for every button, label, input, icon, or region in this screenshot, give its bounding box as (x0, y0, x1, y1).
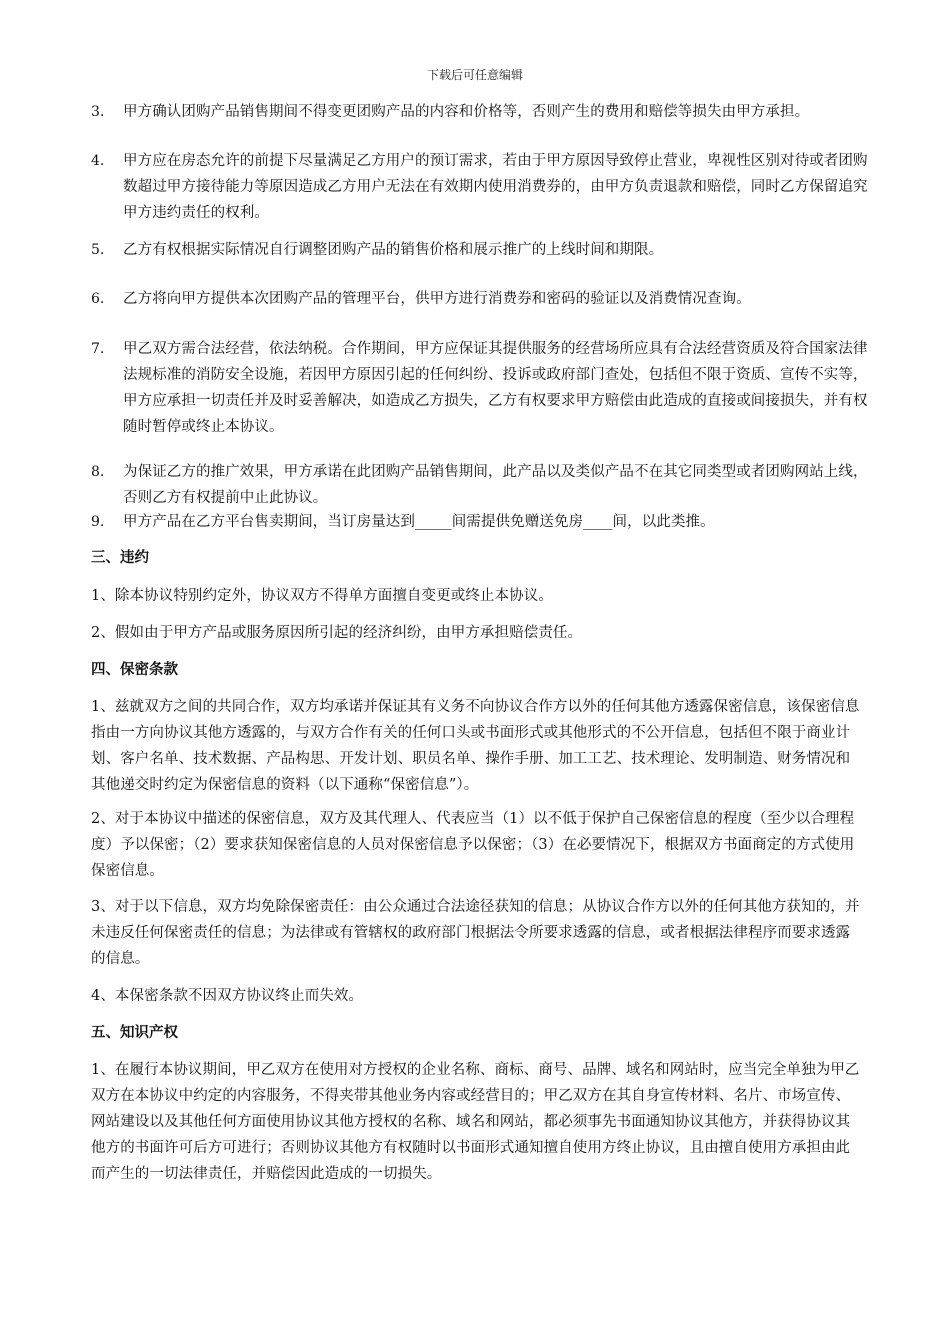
confidentiality-paragraph-2: 2、对于本协议中描述的保密信息，双方及其代理人、代表应当（1）以不低于保护自己保密信息的程度（至少以合理程度）予以保密；（2）要求获知保密信息的人员对保密信息予以保密；（3）在必要情况下，根据双方书面商定的方式使用保密信息。 (91, 811, 855, 879)
item-text: 为保证乙方的推广效果，甲方承诺在此团购产品销售期间，此产品以及类似产品不在其它同类型或者团购网站上线，否则乙方有权提前中止此协议。 (123, 464, 868, 506)
item-text: 乙方将向甲方提供本次团购产品的管理平台，供甲方进行消费券和密码的验证以及消费情况查询。 (123, 291, 751, 307)
item-text: 甲方产品在乙方平台售卖期间，当订房量达到_____间需提供免赠送免房____间，以此类推。 (123, 514, 715, 530)
item-text: 乙方有权根据实际情况自行调整团购产品的销售价格和展示推广的上线时间和期限。 (123, 242, 664, 258)
breach-paragraph-1: 1、除本协议特别约定外，协议双方不得单方面擅自变更或终止本协议。 (91, 588, 553, 604)
item-text: 甲方确认团购产品销售期间不得变更团购产品的内容和价格等，否则产生的费用和赔偿等损失由甲方承担。 (123, 104, 810, 120)
item-number: 9. (91, 514, 105, 530)
item-number: 4. (91, 153, 105, 169)
item-number: 7. (91, 341, 105, 357)
confidentiality-paragraph-1: 1、兹就双方之间的共同合作，双方均承诺并保证其有义务不向协议合作方以外的任何其他方透露保密信息，该保密信息指由一方向协议其他方透露的，与双方合作有关的任何口头或书面形式或其他形式的不公开信息，包括但不限于商业计划、客户名单、技术数据、产品构思、开发计划、职员名单、操作手册、加工工艺、技术理论、发明制造、财务情况和其他递交时约定为保密信息的资料（以下通称“保密信息”）。 (91, 699, 860, 793)
item-text: 甲方应在房态允许的前提下尽量满足乙方用户的预订需求，若由于甲方原因导致停止营业，卑视性区别对待或者团购数超过甲方接待能力等原因造成乙方用户无法在有效期内使用消费券的，由甲方负责退款和赔偿，同时乙方保留追究甲方违约责任的权利。 (123, 153, 868, 221)
item-number: 6. (91, 291, 105, 307)
section-heading-ip: 五、知识产权 (91, 1024, 178, 1041)
item-text: 甲乙双方需合法经营，依法纳税。合作期间，甲方应保证其提供服务的经营场所应具有合法经营资质及符合国家法律法规标准的消防安全设施，若因甲方原因引起的任何纠纷、投诉或政府部门查处，包括但不限于资质、宣传不实等，甲方应承担一切责任并及时妥善解决，如造成乙方损失，乙方有权要求甲方赔偿由此造成的直接或间接损失，并有权随时暂停或终止本协议。 (123, 341, 868, 435)
item-number: 8. (91, 464, 105, 480)
ip-paragraph-1: 1、在履行本协议期间，甲乙双方在使用对方授权的企业名称、商标、商号、品牌、域名和网站时，应当完全单独为甲乙双方在本协议中约定的内容服务，不得夹带其他业务内容或经营目的；甲乙双方在其自身宣传材料、名片、市场宣传、网站建设以及其他任何方面使用协议其他方授权的名称、域名和网站，都必须事先书面通知协议其他方，并获得协议其他方的书面许可后方可进行；否则协议其他方有权随时以书面形式通知擅自使用方终止协议，且由擅自使用方承担由此而产生的一切法律责任，并赔偿因此造成的一切损失。 (91, 1062, 860, 1182)
item-number: 3. (91, 104, 105, 120)
confidentiality-paragraph-3: 3、对于以下信息，双方均免除保密责任：由公众通过合法途径获知的信息；从协议合作方以外的任何其他方获知的，并未违反任何保密责任的信息；为法律或有管辖权的政府部门根据法令所要求透露的信息，或者根据法律程序而要求透露的信息。 (91, 899, 860, 967)
item-number: 5. (91, 242, 105, 258)
page-header: 下载后可任意编辑 (426, 68, 523, 82)
confidentiality-paragraph-4: 4、本保密条款不因双方协议终止而失效。 (91, 988, 364, 1004)
breach-paragraph-2: 2、假如由于甲方产品或服务原因所引起的经济纠纷，由甲方承担赔偿责任。 (91, 625, 583, 641)
section-heading-confidentiality: 四、保密条款 (91, 661, 178, 678)
section-heading-breach: 三、违约 (91, 549, 149, 566)
